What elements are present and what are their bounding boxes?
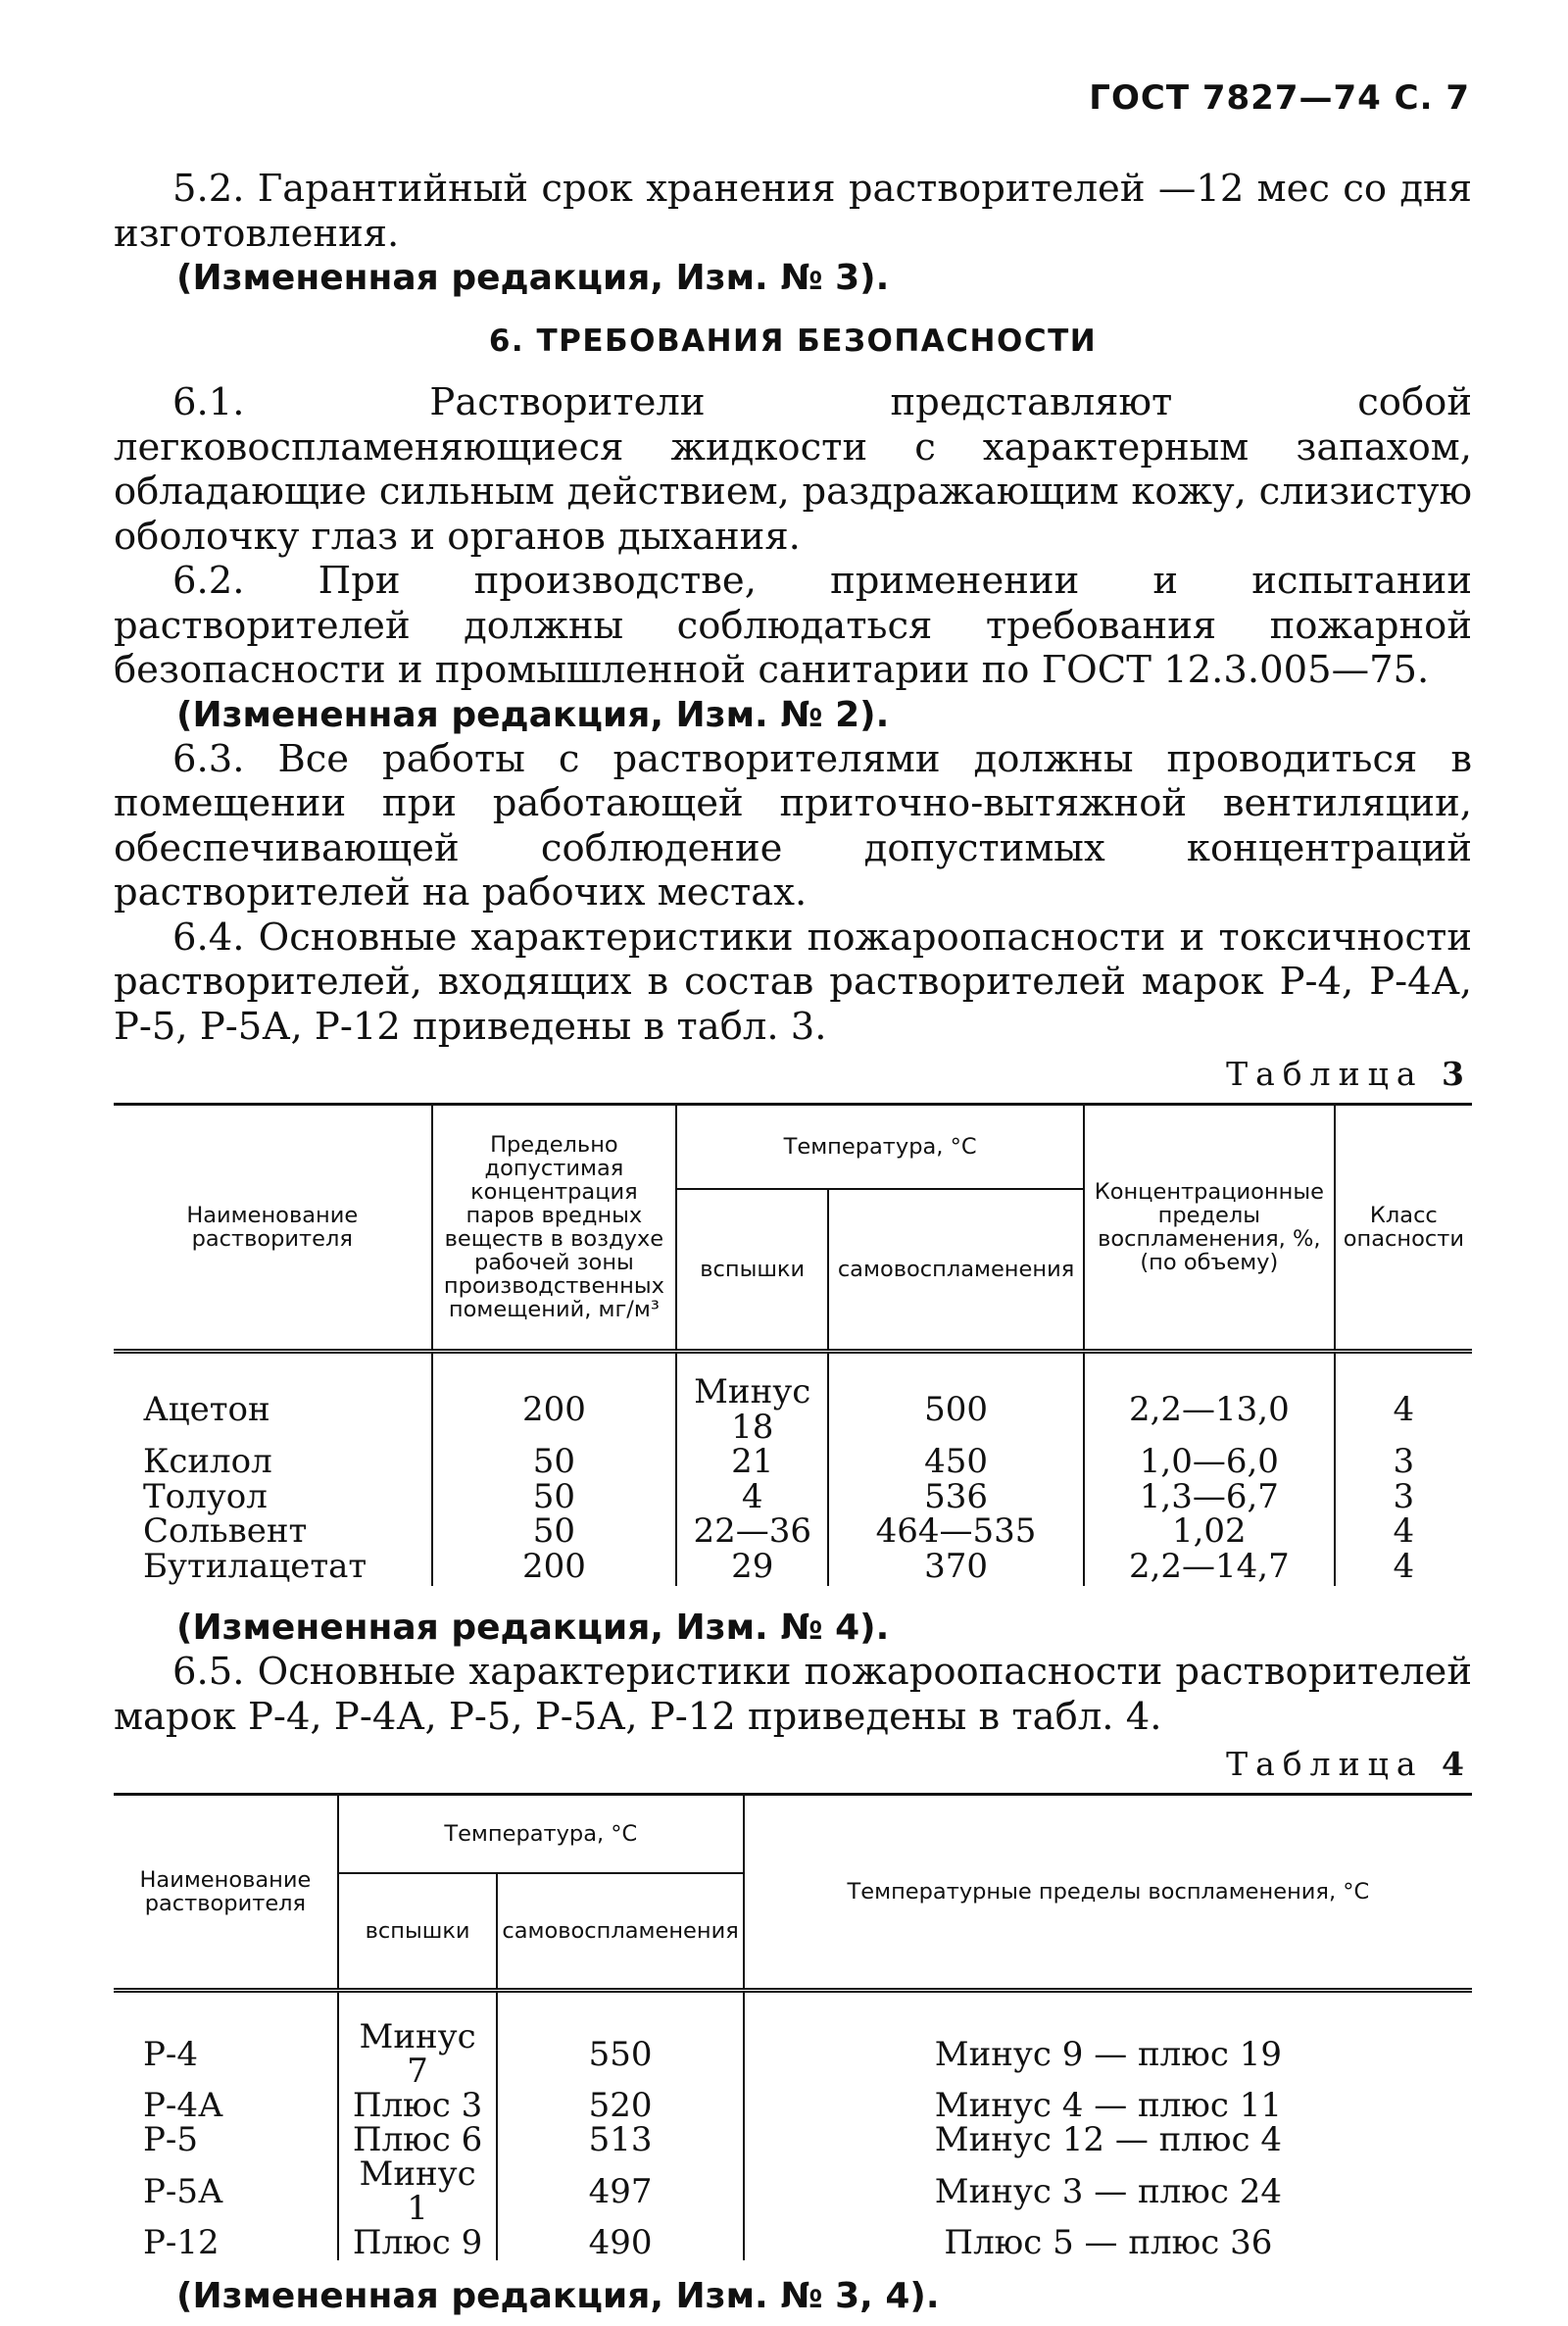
amendment-note: (Измененная редакция, Изм. № 4). [176, 1608, 890, 1648]
running-head: ГОСТ 7827—74 С. 7 [1089, 78, 1470, 118]
amendment-note: (Измененная редакция, Изм. № 3, 4). [176, 2276, 940, 2316]
table-row [114, 1445, 1472, 1480]
cell-flash: Минус 18 [676, 1352, 828, 1446]
col-header-autoignition: самовоспламенения [828, 1189, 1084, 1352]
cell-flash: Минус 7 [338, 1991, 498, 2090]
cell-autoignition: 500 [828, 1352, 1084, 1446]
cell-mac: 50 [432, 1514, 677, 1550]
cell-hazard: 4 [1335, 1514, 1472, 1550]
cell-hazard: 3 [1335, 1480, 1472, 1515]
cell-flash: 22—36 [676, 1514, 828, 1550]
cell-name: Ацетон [143, 1389, 270, 1429]
cell-autoignition: 490 [497, 2226, 743, 2260]
cell-limits: 2,2—14,7 [1084, 1550, 1335, 1587]
cell-hazard: 3 [1335, 1445, 1472, 1480]
cell-autoignition: 450 [828, 1445, 1084, 1480]
table-4 [114, 1793, 1472, 2260]
table-row [114, 1480, 1472, 1515]
cell-name: Ксилол [143, 1442, 272, 1481]
cell-name: Р-12 [143, 2223, 220, 2262]
table-row [114, 1550, 1472, 1587]
cell-flash: 21 [676, 1445, 828, 1480]
col-header-mac: Предельно допустимая концентрация паров вредных веществ в воздухе рабочей зоны производственных помещений, мг/м³ [432, 1105, 677, 1352]
body-text [114, 167, 1472, 2318]
table-caption-number: 3 [1442, 1055, 1472, 1093]
cell-name: Р-4 [143, 2034, 198, 2074]
cell-flash: Минус 1 [338, 2157, 498, 2226]
cell-limits: 1,02 [1084, 1514, 1335, 1550]
amendment-note: (Измененная редакция, Изм. № 3). [176, 258, 890, 298]
col-header-name: Наименование растворителя [114, 1105, 432, 1352]
cell-autoignition: 536 [828, 1480, 1084, 1515]
cell-name: Бутилацетат [143, 1546, 368, 1586]
cell-name: Р-4А [143, 2086, 223, 2125]
cell-autoignition: 370 [828, 1550, 1084, 1587]
paragraph-6-3: 6.3. Все работы с растворителями должны проводиться в помещении при работающей приточно-вытяжной вентиляции, обеспечивающей соблюдение допустимых концентраций растворителей на рабочих местах. [114, 736, 1472, 915]
paragraph-6-5: 6.5. Основные характеристики пожароопасности растворителей марок Р-4, Р-4А, Р-5, Р-5А, Р-12 приведены в табл. 4. [114, 1650, 1472, 1739]
cell-mac: 200 [432, 1352, 677, 1446]
col-header-temperature: Температура, °С [676, 1105, 1084, 1190]
table-row [114, 2123, 1472, 2157]
cell-name: Толуол [143, 1476, 268, 1516]
cell-autoignition: 464—535 [828, 1514, 1084, 1550]
cell-flash: Плюс 9 [338, 2226, 498, 2260]
cell-limits: 2,2—13,0 [1084, 1352, 1335, 1446]
amendment-note: (Измененная редакция, Изм. № 2). [176, 694, 890, 735]
cell-flash: 4 [676, 1480, 828, 1515]
col-header-flash: вспышки [676, 1189, 828, 1352]
table-row [114, 1514, 1472, 1550]
cell-name: Р-5 [143, 2120, 198, 2159]
col-header-temperature: Температура, °С [338, 1795, 744, 1874]
table-3-caption [114, 1055, 1472, 1093]
cell-autoignition: 550 [497, 1991, 743, 2090]
cell-flash: Плюс 3 [338, 2089, 498, 2123]
col-header-flash: вспышки [338, 1873, 498, 1991]
paragraph-6-1: 6.1. Растворители представляют собой легковоспламеняющиеся жидкости с характерным запахом, обладающие сильным действием, раздражающим кожу, слизистую оболочку глаз и органов дыхания. [114, 380, 1472, 559]
cell-name: Р-5А [143, 2171, 223, 2211]
cell-limits: Минус 3 — плюс 24 [744, 2157, 1472, 2226]
cell-mac: 200 [432, 1550, 677, 1587]
cell-hazard: 4 [1335, 1352, 1472, 1446]
table-row [114, 2157, 1472, 2226]
table-caption-word: Таблица [1226, 1055, 1424, 1093]
table-4-caption [114, 1745, 1472, 1783]
col-header-name: Наименование растворителя [114, 1795, 338, 1991]
paragraph-6-4: 6.4. Основные характеристики пожароопасности и токсичности растворителей, входящих в состав растворителей марок Р-4, Р-4А, Р-5, Р-5А, Р-12 приведены в табл. 3. [114, 915, 1472, 1049]
table-row [114, 1991, 1472, 2090]
paragraph-6-2: 6.2. При производстве, применении и испытании растворителей должны соблюдаться требования пожарной безопасности и промышленной санитарии по ГОСТ 12.3.005—75. [114, 559, 1472, 692]
cell-flash: Плюс 6 [338, 2123, 498, 2157]
cell-limits: Минус 12 — плюс 4 [744, 2123, 1472, 2157]
table-caption-word: Таблица [1226, 1745, 1424, 1783]
col-header-autoignition: самовоспламенения [497, 1873, 743, 1991]
cell-name: Сольвент [143, 1511, 308, 1551]
section-title: 6. ТРЕБОВАНИЯ БЕЗОПАСНОСТИ [488, 323, 1098, 359]
cell-autoignition: 497 [497, 2157, 743, 2226]
cell-limits: 1,0—6,0 [1084, 1445, 1335, 1480]
table-row [114, 1352, 1472, 1446]
cell-autoignition: 513 [497, 2123, 743, 2157]
cell-limits: Минус 9 — плюс 19 [744, 1991, 1472, 2090]
cell-limits: 1,3—6,7 [1084, 1480, 1335, 1515]
table-3 [114, 1103, 1472, 1586]
cell-limits: Минус 4 — плюс 11 [744, 2089, 1472, 2123]
col-header-temperature-limits: Температурные пределы воспламенения, °С [744, 1795, 1472, 1991]
cell-mac: 50 [432, 1480, 677, 1515]
table-row [114, 2089, 1472, 2123]
col-header-concentration-limits: Концентрационные пределы воспламенения, %, (по объему) [1084, 1105, 1335, 1352]
table-row [114, 2226, 1472, 2260]
col-header-hazard-class: Класс опасности [1335, 1105, 1472, 1352]
cell-limits: Плюс 5 — плюс 36 [744, 2226, 1472, 2260]
paragraph-5-2: 5.2. Гарантийный срок хранения растворителей —12 мес со дня изготовления. [114, 167, 1472, 256]
cell-autoignition: 520 [497, 2089, 743, 2123]
table-caption-number: 4 [1442, 1745, 1472, 1783]
cell-mac: 50 [432, 1445, 677, 1480]
cell-flash: 29 [676, 1550, 828, 1587]
cell-hazard: 4 [1335, 1550, 1472, 1587]
